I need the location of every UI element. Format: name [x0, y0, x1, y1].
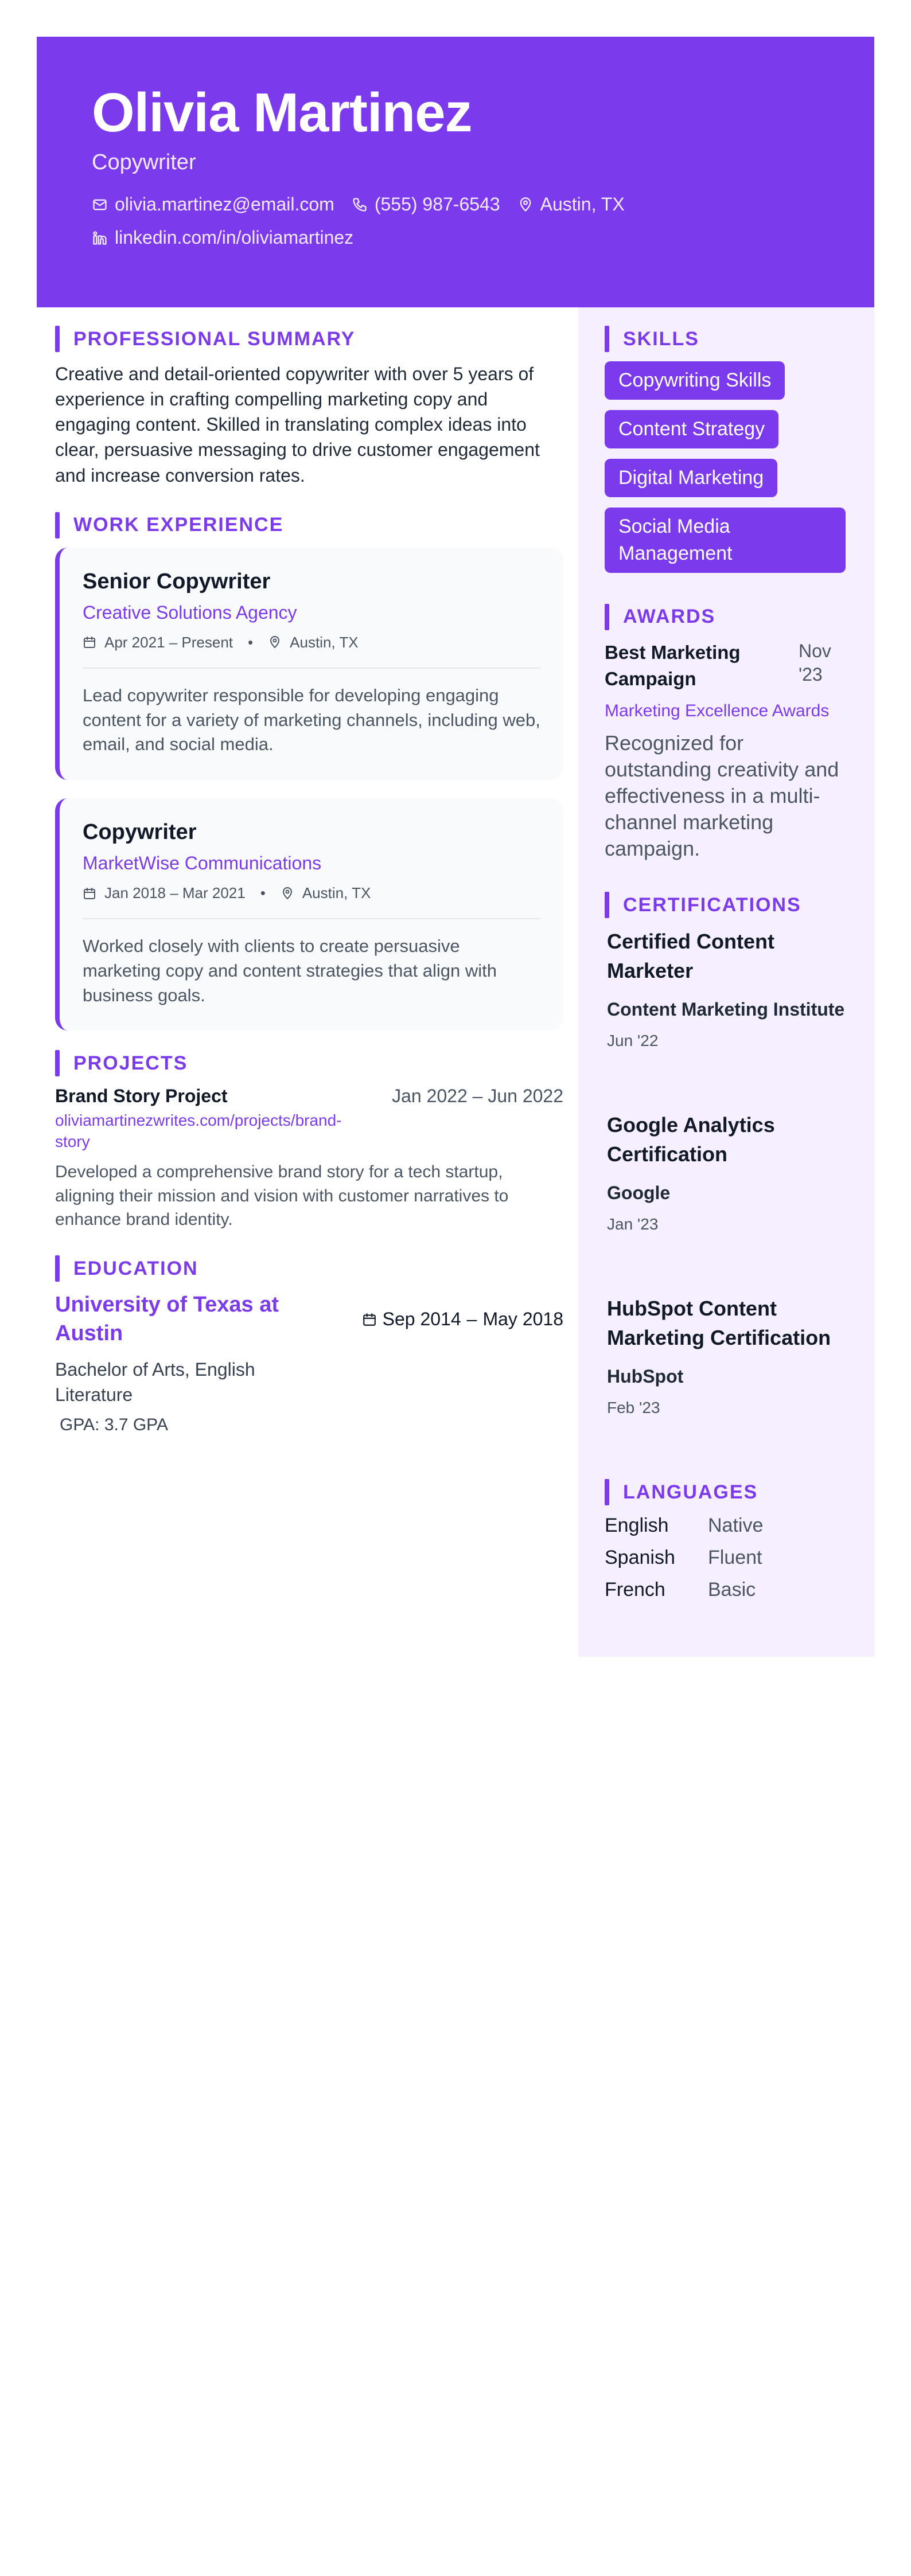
education-start: Sep 2014 [382, 1309, 461, 1330]
skill-tag: Copywriting Skills [605, 361, 785, 400]
job-location: Austin, TX [302, 884, 371, 902]
location-contact [517, 194, 625, 215]
separator-dot: • [260, 884, 266, 902]
job-meta [83, 884, 540, 919]
summary-text: Creative and detail-oriented copywriter with over 5 years of experience in crafting compelling marketing copy and engaging content. Skilled in translating complex ideas into clear, persuasive messaging to drive customer engagement and increase conversion rates. [55, 364, 540, 486]
certification-title: Google Analytics Certification [607, 1113, 775, 1166]
linkedin-contact[interactable] [92, 227, 353, 248]
certification-item [605, 1294, 848, 1478]
language-level: Fluent [708, 1547, 762, 1569]
award-issuer: Marketing Excellence Awards [605, 701, 830, 720]
section-title-text: WORK EXPERIENCE [73, 514, 284, 536]
project-link[interactable]: oliviamartinezwrites.com/projects/brand-story [55, 1111, 342, 1150]
projects-heading [55, 1049, 578, 1078]
job-meta [83, 634, 540, 669]
summary-heading [55, 325, 578, 353]
section-title-text: LANGUAGES [623, 1481, 758, 1503]
job-dates: Jan 2018 – Mar 2021 [104, 884, 246, 902]
school-name: University of Texas at Austin [55, 1293, 279, 1345]
certification-date: Jan '23 [607, 1215, 659, 1233]
candidate-role: Copywriter [92, 150, 196, 174]
awards-heading [605, 603, 848, 631]
job-dates: Apr 2021 – Present [104, 633, 233, 651]
award-title: Best Marketing Campaign [605, 641, 741, 689]
language-name: Spanish [605, 1547, 675, 1569]
job-card [55, 798, 563, 1031]
project-description: Developed a comprehensive brand story for a tech startup, aligning their mission and vision with customer narratives to enhance brand identity. [55, 1162, 509, 1229]
job-company: Creative Solutions Agency [83, 602, 297, 623]
job-company: MarketWise Communications [83, 853, 322, 874]
skill-tag: Digital Marketing [605, 459, 777, 497]
job-description: Lead copywriter responsible for developing engaging content for a variety of marketing channels, including web, email, and social media. [83, 685, 540, 755]
experience-heading [55, 511, 578, 540]
project-item [55, 1086, 563, 1231]
phone-text: (555) 987-6543 [374, 194, 500, 215]
map-pin-icon [281, 887, 294, 900]
education-item [55, 1291, 563, 1435]
section-title-text: SKILLS [623, 327, 699, 350]
skill-tag: Content Strategy [605, 410, 778, 448]
gpa-value: 3.7 GPA [104, 1415, 168, 1435]
heading-accent-bar [605, 892, 609, 918]
resume-page [37, 37, 874, 1657]
certification-issuer: Content Marketing Institute [607, 999, 845, 1020]
location-text: Austin, TX [540, 194, 625, 215]
gpa-label: GPA: [60, 1415, 100, 1435]
calendar-icon [362, 1312, 377, 1327]
skills-heading [605, 325, 848, 353]
education-heading [55, 1254, 578, 1283]
award-date: Nov '23 [799, 640, 831, 685]
email-contact[interactable] [92, 194, 334, 215]
award-item [605, 639, 848, 862]
language-level: Native [708, 1515, 764, 1537]
linkedin-text: linkedin.com/in/oliviamartinez [115, 227, 354, 248]
resume-header [37, 37, 874, 307]
language-level: Basic [708, 1579, 756, 1601]
section-title-text: PROJECTS [73, 1052, 188, 1074]
main-column [37, 307, 578, 1657]
section-title-text: EDUCATION [73, 1257, 198, 1279]
section-title-text: AWARDS [623, 606, 716, 628]
project-name: Brand Story Project [55, 1086, 228, 1107]
certification-item [605, 927, 848, 1111]
mail-icon [92, 197, 108, 213]
certification-title: Certified Content Marketer [607, 930, 774, 982]
map-pin-icon [268, 635, 282, 649]
sidebar-column [578, 307, 874, 1657]
certification-title: HubSpot Content Marketing Certification [607, 1297, 831, 1349]
phone-icon [352, 197, 368, 213]
certifications-heading [605, 891, 848, 919]
education-dates [362, 1291, 563, 1348]
email-text: olivia.martinez@email.com [115, 194, 334, 215]
job-title: Copywriter [83, 820, 197, 845]
project-dates: Jan 2022 – Jun 2022 [392, 1086, 563, 1107]
phone-contact[interactable] [352, 194, 500, 215]
language-row [605, 1579, 848, 1611]
heading-accent-bar [605, 604, 609, 630]
job-location: Austin, TX [290, 633, 359, 651]
education-end: May 2018 [482, 1309, 563, 1330]
gpa [55, 1415, 563, 1435]
certification-issuer: HubSpot [607, 1366, 684, 1387]
separator-dot: • [248, 633, 254, 651]
date-dash: – [466, 1309, 477, 1330]
certification-item [605, 1111, 848, 1294]
languages-heading [605, 1478, 848, 1506]
language-row [605, 1547, 848, 1579]
heading-accent-bar [55, 1050, 60, 1076]
section-title-text: CERTIFICATIONS [623, 893, 801, 916]
linkedin-icon [92, 230, 108, 246]
degree: Bachelor of Arts, English Literature [55, 1359, 255, 1406]
language-name: English [605, 1515, 669, 1537]
heading-accent-bar [55, 1255, 60, 1282]
heading-accent-bar [605, 326, 609, 352]
map-pin-icon [517, 197, 534, 213]
contact-info [92, 192, 819, 251]
calendar-icon [83, 887, 96, 900]
job-title: Senior Copywriter [83, 569, 271, 594]
heading-accent-bar [605, 1479, 609, 1505]
languages-list [605, 1515, 848, 1611]
certification-issuer: Google [607, 1182, 671, 1204]
language-name: French [605, 1579, 665, 1601]
skill-tag: Social Media Management [605, 508, 846, 573]
candidate-name: Olivia Martinez [92, 82, 472, 143]
heading-accent-bar [55, 512, 60, 538]
section-title-text: PROFESSIONAL SUMMARY [73, 327, 356, 350]
skills-list [605, 361, 848, 583]
language-row [605, 1515, 848, 1547]
award-description: Recognized for outstanding creativity and effectiveness in a multi-channel marketing campaign. [605, 731, 839, 861]
job-description: Worked closely with clients to create persuasive marketing copy and content strategies that align with business goals. [83, 936, 497, 1005]
heading-accent-bar [55, 326, 60, 352]
certification-date: Feb '23 [607, 1398, 660, 1416]
calendar-icon [83, 635, 96, 649]
certification-date: Jun '22 [607, 1031, 659, 1049]
resume-body [37, 307, 874, 1657]
job-card [55, 548, 563, 780]
